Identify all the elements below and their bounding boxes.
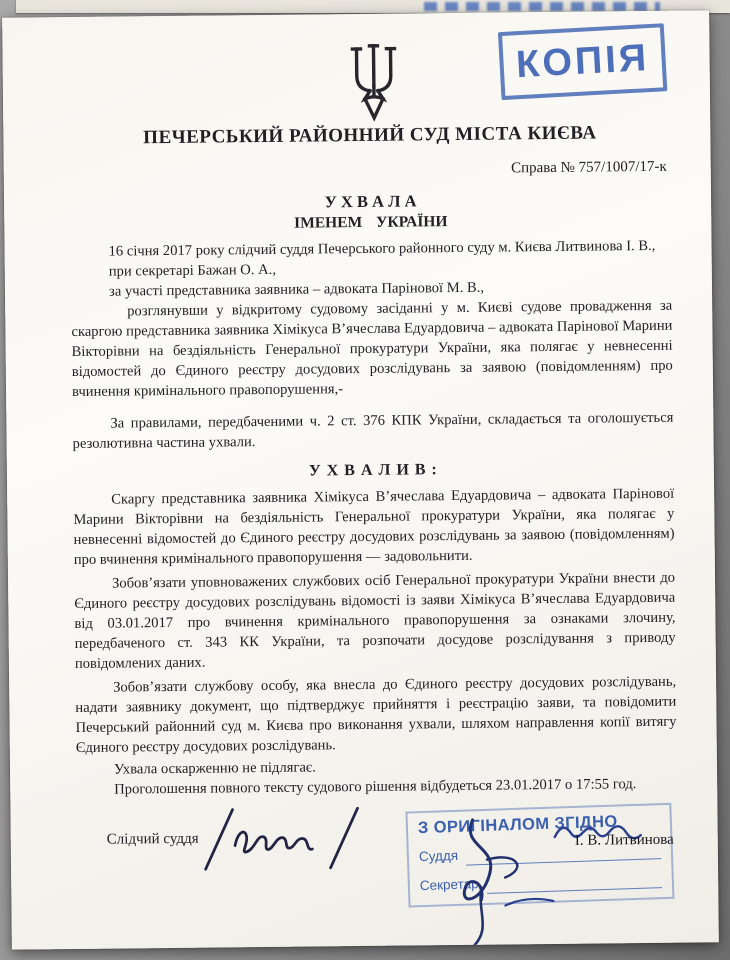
- judge-role-label: Слідчий суддя: [106, 830, 199, 848]
- verdict-paragraph-complaint: Скаргу представника заявника Хімікуса В’ячеслава Едуардовича – адвоката Парінової Марини Вікторівни на бездіяльність Генеральної прокуратури України, яка полягає у невнесенні відомостей до Єдиного реєстру досудових розслідувань за заявою (повідомленням) про вчинення кримінального правопорушення — задовольнити.: [73, 485, 675, 569]
- faded-stamp-smudge: [424, 2, 660, 11]
- closing-paragraph-appeal: Ухвала оскарженню не підлягає.: [113, 759, 316, 778]
- paragraph-secretary: при секретарі Бажан О. А.,: [108, 261, 277, 280]
- stamp-judge-label: Суддя: [418, 847, 459, 865]
- certification-stamp: [405, 803, 674, 908]
- paragraph-date-judge: 16 січня 2017 року слідчий суддя Печерського районного суду м. Києва Литвинова І. В.,: [108, 237, 656, 260]
- paragraph-representative: за участі представника заявника – адвоката Парінової М. В.,: [108, 279, 485, 300]
- handwritten-signature: [194, 801, 375, 881]
- copy-stamp-label: КОПІЯ: [515, 36, 651, 86]
- stamp-secretary-row: [420, 868, 663, 896]
- verdict-paragraph-obligation-register: Зобов’язати уповноважених службових осіб Генеральної прокуратури України внести до Єдиного реєстру досудових розслідувань відомості із заяви Хімікуса В’ячеслава Едуардовича від 03.01.2017 про вчинення кримінального правопорушення за ознаками злочину, передбаченого ст. 343 КК України, та розпочати досудове розслідування з приводу повідомлених даних.: [74, 569, 676, 673]
- signature-block: [76, 802, 679, 950]
- closing-paragraph-announcement: Проголошення повного тексту судового рішення відбудеться 23.01.2017 о 17:55 год.: [114, 776, 637, 798]
- verdict-paragraph-obligation-document: Зобов’язати службову особу, яка внесла до Єдиного реєстру досудових розслідувань, надати заявнику документ, що підтверджує прийняття і реєстрацію заяви, та повідомити Печерський районний суд м. Києва про виконання ухвали, шляхом направлення копії витягу Єдиного реєстру досудових розслідувань.: [75, 673, 677, 756]
- paragraph-rules: За правилами, передбаченими ч. 2 ст. 376 КПК України, складається та оголошується резолютивна частина ухвали.: [72, 409, 674, 453]
- verdict-heading: У Х В А Л И В :: [308, 461, 438, 480]
- court-name: ПЕЧЕРСЬКИЙ РАЙОННИЙ СУД МІСТА КИЄВА: [143, 122, 597, 149]
- paragraph-case-review: розглянувши у відкритому судовому засіданні у м. Києві судове провадження за скаргою представника заявника Хімікуса В’ячеслава Едуардовича – адвоката Парінової Марини Вікторівни на бездіяльність Генеральної прокуратури України, яка полягає у невнесенні відомостей до Єдиного реєстру досудових розслідувань за заявою (повідомленням) про вчинення кримінального правопорушення,-: [71, 297, 673, 401]
- case-number: Справа № 757/1007/17-к: [510, 158, 667, 177]
- document-subtitle: ІМЕНЕМ УКРАЇНИ: [294, 213, 448, 232]
- certification-stamp-title: З ОРИГІНАЛОМ ЗГІДНО: [417, 812, 618, 838]
- court-document-paper: [2, 10, 719, 949]
- stamp-secretary-label: Секретар: [419, 876, 479, 894]
- document-title: У Х В А Л А: [324, 191, 417, 212]
- judge-name: І. В. Литвинова: [574, 831, 674, 849]
- document-body: [2, 10, 719, 949]
- stamp-secretary-signature-line: [486, 874, 662, 894]
